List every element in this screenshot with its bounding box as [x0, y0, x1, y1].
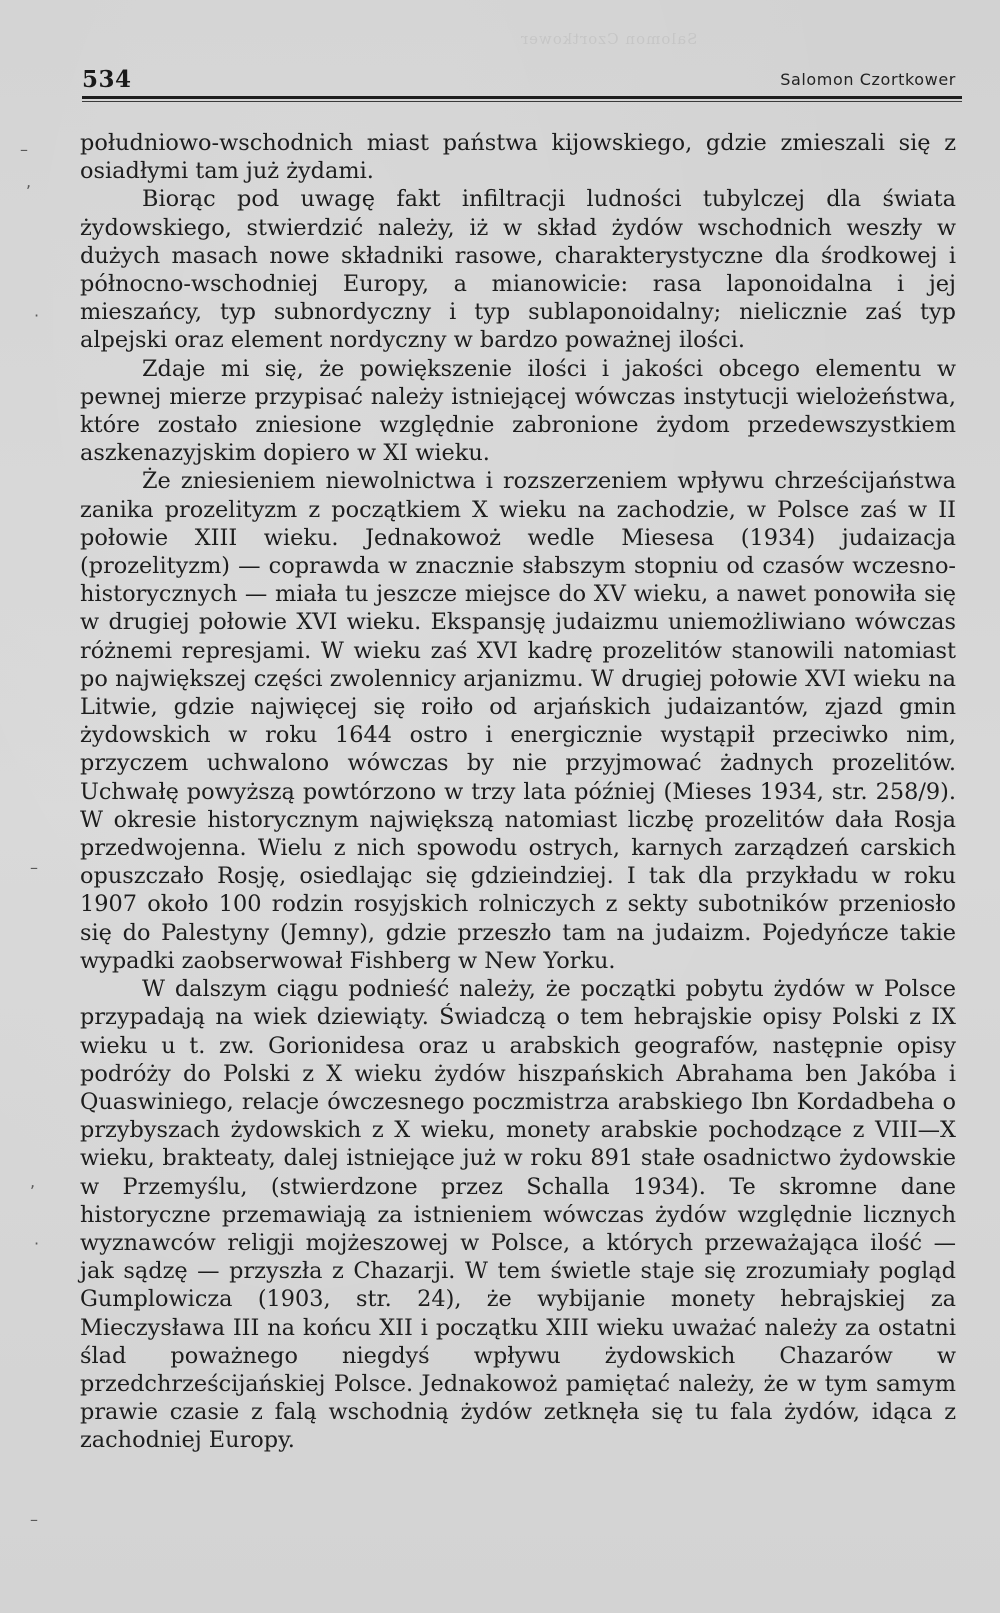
- paragraph: Biorąc pod uwagę fakt infiltracji ludności tubylczej dla świata żydowskiego, stwierdzić należy, iż w skład żydów wschodnich weszły w dużych masach nowe składniki rasowe, charakterystyczne dla środkowej i północno-wschodniej Europy, a mianowicie: rasa laponoidalna i jej mieszańcy, typ subnordyczny i typ sublaponoidalny; nielicznie zaś typ alpejski oraz element nordyczny w bardzo poważnej ilości.: [80, 186, 956, 354]
- paragraph: W dalszym ciągu podnieść należy, że początki pobytu żydów w Polsce przypadają na wiek dziewiąty. Świadczą o tem hebrajskie opisy Polski z IX wieku u t. zw. Gorionidesa oraz u arabskich geografów, następnie opisy podróży do Polski z X wieku żydów hiszpańskich Abrahama ben Jakóba i Quaswiniego, relacje ówczesnego poczmistrza arabskiego Ibn Kordadbeha o przybyszach żydowskich z X wieku, monety arabskie pochodzące z VIII—X wieku, brakteaty, dalej istniejące już w roku 891 stałe osadnictwo żydowskie w Przemyślu, (stwierdzone przez Schalla 1934). Te skromne dane historyczne przemawiają za istnieniem wówczas żydów względnie licznych wyznawców religji mojżeszowej w Polsce, a których przeważająca ilość — jak sądzę — przyszła z Chazarji. W tem świetle staje się zrozumiały pogląd Gumplowicza (1903, str. 24), że wybijanie monety hebrajskiej za Mieczysława III na końcu XII i początku XIII wieku uważać należy za ostatni ślad poważnego niegdyś wpływu żydowskich Chazarów w przedchrześcijańskiej Polsce. Jednakowoż pamiętać należy, że w tym samym prawie czasie z falą wschodnią żydów zetknęła się tu fala żydów, idąca z zachodniej Europy.: [80, 976, 956, 1454]
- paragraph: Zdaje mi się, że powiększenie ilości i jakości obcego elementu w pewnej mierze przypisać należy istniejącej wówczas instytucji wielożeństwa, które zostało zniesione względnie zabronione żydom przedewszystkiem aszkenazyjskim dopiero w XI wieku.: [80, 355, 956, 467]
- margin-mark: ,: [26, 172, 32, 191]
- margin-mark: –: [30, 1510, 38, 1529]
- margin-mark: –: [20, 140, 28, 159]
- bleed-through-text: Salomon Czortkower: [520, 30, 698, 48]
- running-head: Salomon Czortkower: [780, 70, 956, 89]
- margin-mark: –: [30, 858, 38, 877]
- paragraph: Że zniesieniem niewolnictwa i rozszerzeniem wpływu chrześcijaństwa zanika prozelityzm z początkiem X wieku na zachodzie, w Polsce zaś w II połowie XIII wieku. Jednakowoż wedle Miesesa (1934) judaizacja (prozelityzm) — coprawda w znacznie słabszym stopniu od czasów wczesno-historycznych — miała tu jeszcze miejsce do XV wieku, a nawet ponowiła się w drugiej połowie XVI wieku. Ekspansję judaizmu uniemożliwiano wówczas różnemi represjami. W wieku zaś XVI kadrę prozelitów stanowili natomiast po największej części zwolennicy arjanizmu. W drugiej połowie XVI wieku na Litwie, gdzie najwięcej się roiło od arjańskich judaizantów, zjazd gmin żydowskich w roku 1644 ostro i energicznie wystąpił przeciwko nim, przyczem uchwalono wówczas by nie przyjmować żadnych prozelitów. Uchwałę powyższą powtórzono w trzy lata później (Mieses 1934, str. 258/9). W okresie historycznym największą natomiast liczbę prozelitów dała Rosja przedwojenna. Wielu z nich spowodu ostrych, karnych zarządzeń carskich opuszczało Rosję, osiedlając się gdzieindziej. I tak dla przykładu w roku 1907 około 100 rodzin rosyjskich rolniczych z sekty subotników przeniosło się do Palestyny (Jemny), gdzie przeszło tam na judaizm. Pojedyńcze takie wypadki zaobserwował Fishberg w New Yorku.: [80, 468, 956, 974]
- margin-mark: ·: [34, 306, 40, 325]
- margin-mark: ,: [30, 1172, 36, 1191]
- paragraph: południowo-wschodnich miast państwa kijowskiego, gdzie zmieszali się z osiadłymi tam już żydami.: [80, 130, 956, 185]
- page-header: [82, 62, 962, 96]
- body-text: [80, 129, 956, 1455]
- header-rule: [82, 96, 962, 99]
- margin-mark: ·: [34, 1234, 40, 1253]
- page-number: 534: [82, 66, 132, 93]
- header-rule-thin: [82, 101, 962, 102]
